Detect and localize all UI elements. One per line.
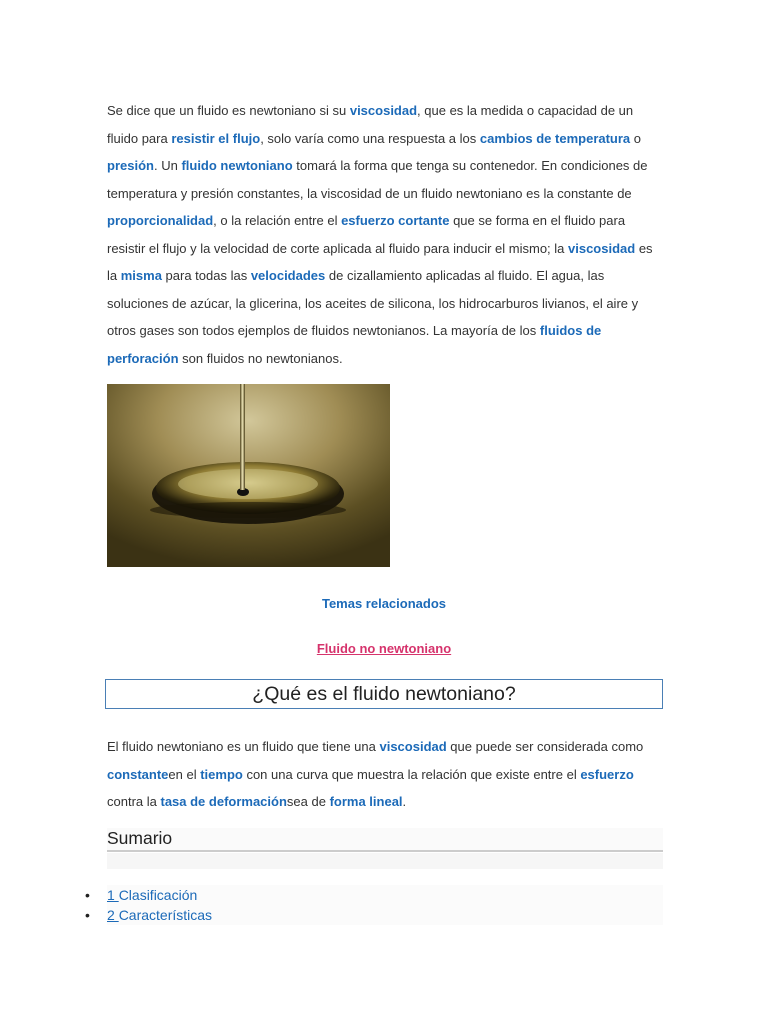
related-link-row <box>107 641 661 656</box>
link-misma[interactable]: misma <box>120 268 162 283</box>
toc-item-clasificacion[interactable] <box>85 885 663 905</box>
definition-text: sea de <box>286 794 330 809</box>
section-heading: ¿Qué es el fluido newtoniano? <box>105 679 663 709</box>
summary-title: Sumario <box>107 828 663 852</box>
link-constante[interactable]: constante <box>107 766 169 782</box>
link-tasa-de-deformacion[interactable]: tasa de deformación <box>160 794 287 809</box>
link-esfuerzo-cortante[interactable]: esfuerzo cortante <box>341 213 450 228</box>
definition-text: . <box>402 794 407 809</box>
summary-divider <box>107 853 663 869</box>
link-resistir-el-flujo[interactable]: resistir el flujo <box>171 130 261 146</box>
summary-list <box>85 885 663 925</box>
intro-text: de cizallamiento aplicadas al fluido. El agua, las soluciones de azúcar, la glicerina, los aceites de silicona, los hidrocarburos livianos, el aire y otros gases son todos ejemplos de fluidos newtonianos. La mayoría de los <box>107 268 639 338</box>
intro-text: . Un <box>153 158 182 173</box>
definition-text: en el <box>168 766 201 782</box>
fluid-drop-photo <box>107 384 390 567</box>
link-viscosidad-2[interactable]: viscosidad <box>568 240 636 256</box>
definition-text: con una curva que muestra la relación que existe entre el <box>242 766 581 782</box>
bullet-icon: • <box>85 887 90 903</box>
toc-item-label: Características <box>118 907 213 923</box>
definition-text: El fluido newtoniano es un fluido que tiene una <box>107 739 380 754</box>
intro-text: para todas las <box>161 268 251 283</box>
intro-text: tomará la forma que tenga su contenedor. En condiciones de temperatura y presión constantes, la viscosidad de un fluido newtoniano es la constante de <box>107 158 648 201</box>
link-esfuerzo[interactable]: esfuerzo <box>580 766 634 782</box>
intro-text: Se dice que un fluido es newtoniano si su <box>107 103 350 118</box>
link-cambios-de-temperatura[interactable]: cambios de temperatura <box>479 130 631 146</box>
link-viscosidad-3[interactable]: viscosidad <box>379 739 447 754</box>
bullet-icon: • <box>85 907 90 923</box>
definition-text: que puede ser considerada como <box>446 739 644 754</box>
fluid-drop-illustration <box>107 384 390 567</box>
link-viscosidad[interactable]: viscosidad <box>349 103 418 118</box>
intro-text: , que es la medida o capacidad de un fluido para <box>107 103 634 146</box>
link-forma-lineal[interactable]: forma lineal <box>329 794 403 809</box>
link-tiempo[interactable]: tiempo <box>200 766 243 782</box>
intro-text: son fluidos no newtonianos. <box>178 350 343 366</box>
link-fluido-no-newtoniano[interactable]: Fluido no newtoniano <box>316 641 452 656</box>
toc-item-caracteristicas[interactable] <box>85 905 663 925</box>
intro-text: que se forma en el fluido para resistir el flujo y la velocidad de corte aplicada al fluido para inducir el mismo; la <box>107 213 626 256</box>
intro-text: , o la relación entre el <box>213 213 342 228</box>
link-presion[interactable]: presión <box>107 158 154 173</box>
toc-item-number: 2 <box>107 907 119 923</box>
link-velocidades[interactable]: velocidades <box>250 268 326 283</box>
link-fluidos-de-perforacion[interactable]: fluidos de perforación <box>107 323 602 366</box>
article <box>85 97 665 923</box>
definition-paragraph <box>107 733 665 816</box>
link-proporcionalidad[interactable]: proporcionalidad <box>107 213 214 228</box>
link-fluido-newtoniano[interactable]: fluido newtoniano <box>181 158 293 173</box>
toc-item-number: 1 <box>107 887 119 903</box>
intro-paragraph <box>107 97 665 372</box>
related-topics-title: Temas relacionados <box>321 596 447 611</box>
intro-text: , solo varía como una respuesta a los <box>260 130 480 146</box>
definition-text: contra la <box>107 794 161 809</box>
toc-item-label: Clasificación <box>118 887 198 903</box>
intro-text: es la <box>107 240 653 283</box>
intro-text: o <box>630 130 642 146</box>
